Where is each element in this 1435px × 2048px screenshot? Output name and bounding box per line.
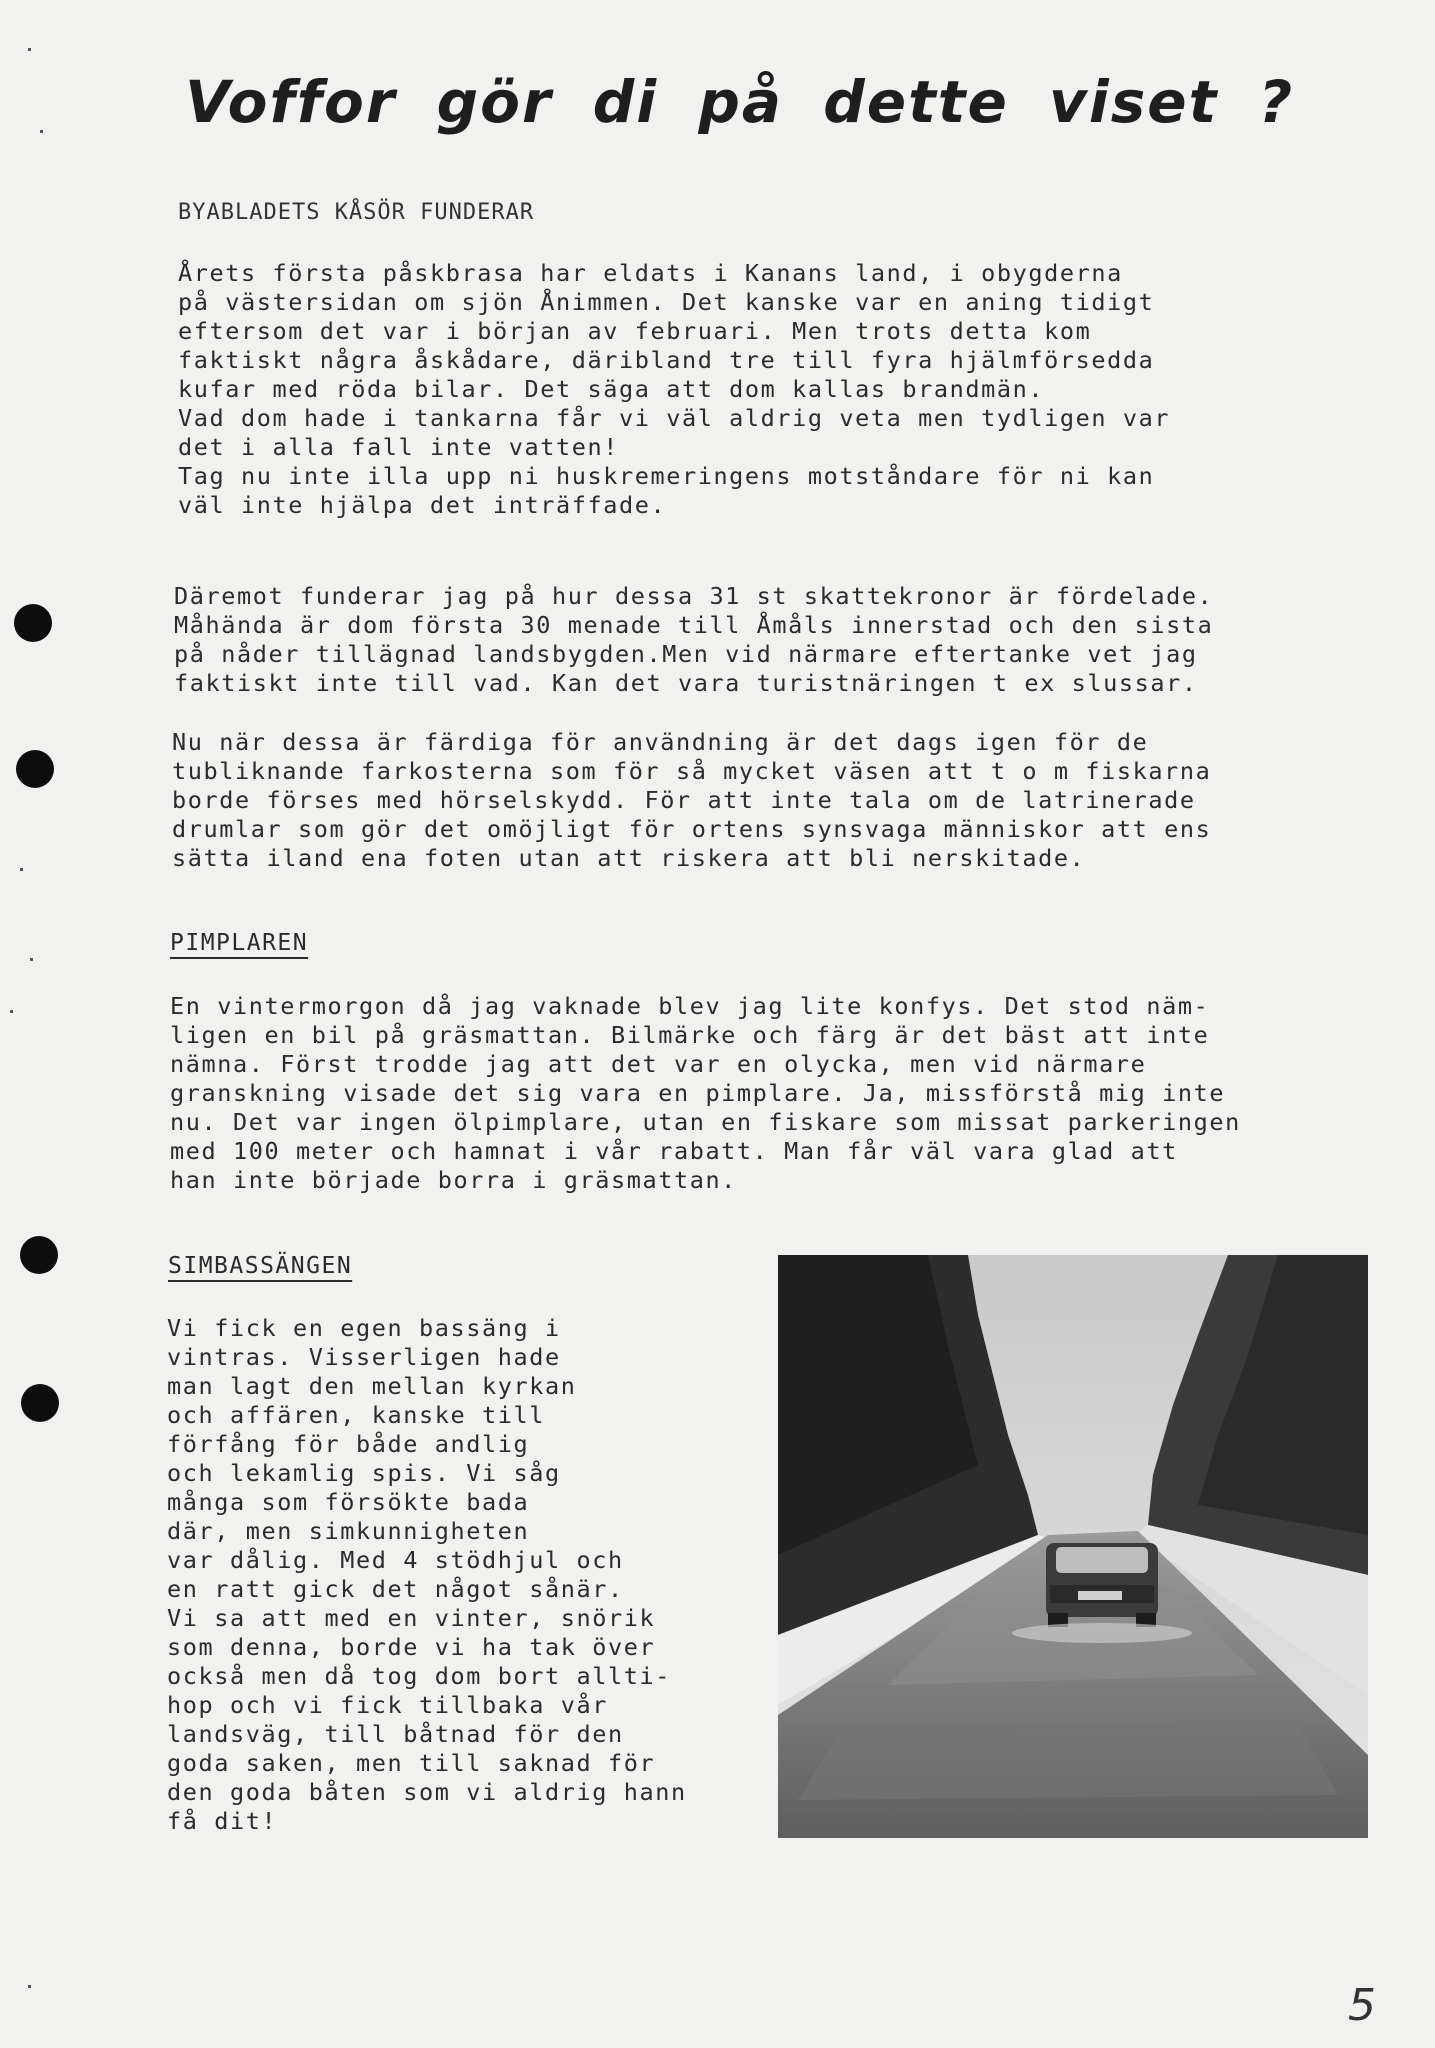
text-line: landsväg, till båtnad för den: [167, 1720, 624, 1748]
flooded-road-photo: [778, 1255, 1368, 1838]
text-line: Årets första påskbrasa har eldats i Kanans land, i obygderna: [178, 259, 1123, 287]
text-line: kufar med röda bilar. Det säga att dom kallas brandmän.: [178, 375, 1045, 403]
text-line: och affären, kanske till: [167, 1401, 545, 1429]
margin-speck: [28, 48, 31, 51]
simbassangen-paragraph: [167, 1314, 687, 1836]
text-line: vintras. Visserligen hade: [167, 1343, 561, 1371]
tax-paragraph: [174, 582, 1213, 698]
intro-paragraph: [178, 259, 1170, 520]
text-line: granskning visade det sig vara en pimplare. Ja, missförstå mig inte: [170, 1079, 1226, 1107]
text-line: borde förses med hörselskydd. För att inte tala om de latrinerade: [172, 786, 1196, 814]
text-line: väl inte hjälpa det inträffade.: [178, 491, 667, 519]
text-line: En vintermorgon då jag vaknade blev jag lite konfys. Det stod näm-: [170, 992, 1210, 1020]
text-line: sätta iland ena foten utan att riskera att bli nerskitade.: [172, 844, 1086, 872]
pimplaren-paragraph: [170, 992, 1241, 1195]
text-line: förfång för både andlig: [167, 1430, 530, 1458]
binder-hole: [16, 750, 54, 788]
text-line: faktiskt några åskådare, däribland tre till fyra hjälmförsedda: [178, 346, 1155, 374]
text-line: drumlar som gör det omöjligt för ortens synsvaga människor att ens: [172, 815, 1212, 843]
text-line: få dit!: [167, 1807, 278, 1835]
margin-speck: [30, 958, 33, 961]
text-line: nu. Det var ingen ölpimplare, utan en fiskare som missat parkeringen: [170, 1108, 1241, 1136]
text-line: och lekamlig spis. Vi såg: [167, 1459, 561, 1487]
text-line: han inte började borra i gräsmattan.: [170, 1166, 737, 1194]
text-line: också men då tog dom bort allti-: [167, 1662, 671, 1690]
binder-hole: [20, 1236, 58, 1274]
text-line: Vi fick en egen bassäng i: [167, 1314, 561, 1342]
text-line: Tag nu inte illa upp ni huskremeringens motståndare för ni kan: [178, 462, 1155, 490]
text-line: många som försökte bada: [167, 1488, 530, 1516]
text-line: på nåder tillägnad landsbygden.Men vid närmare eftertanke vet jag: [174, 640, 1198, 668]
text-line: som denna, borde vi ha tak över: [167, 1633, 656, 1661]
simbassangen-heading: SIMBASSÄNGEN: [168, 1253, 353, 1279]
binder-hole: [21, 1384, 59, 1422]
binder-hole: [14, 604, 52, 642]
margin-speck: [20, 868, 23, 871]
text-line: en ratt gick det något sånär.: [167, 1575, 624, 1603]
boats-paragraph: [172, 728, 1211, 873]
text-line: det i alla fall inte vatten!: [178, 433, 619, 461]
margin-speck: [28, 1985, 31, 1988]
text-line: Däremot funderar jag på hur dessa 31 st skattekronor är fördelade.: [174, 582, 1214, 610]
text-line: där, men simkunnigheten: [167, 1517, 530, 1545]
text-line: Vi sa att med en vinter, snörik: [167, 1604, 656, 1632]
margin-speck: [40, 130, 43, 133]
pimplaren-heading: PIMPLAREN: [170, 930, 309, 956]
section-kicker: BYABLADETS KÅSÖR FUNDERAR: [178, 200, 535, 225]
text-line: Måhända är dom första 30 menade till Åmåls innerstad och den sista: [174, 611, 1214, 639]
text-line: på västersidan om sjön Ånimmen. Det kanske var en aning tidigt: [178, 288, 1155, 316]
page-title: Voffor gör di på dette viset ?: [185, 68, 1295, 136]
text-line: den goda båten som vi aldrig hann: [167, 1778, 687, 1806]
text-line: Nu när dessa är färdiga för användning är det dags igen för de: [172, 728, 1149, 756]
text-line: med 100 meter och hamnat i vår rabatt. Man får väl vara glad att: [170, 1137, 1178, 1165]
text-line: hop och vi fick tillbaka vår: [167, 1691, 608, 1719]
text-line: faktiskt inte till vad. Kan det vara turistnäringen t ex slussar.: [174, 669, 1198, 697]
text-line: tubliknande farkosterna som för så mycket väsen att t o m fiskarna: [172, 757, 1212, 785]
text-line: man lagt den mellan kyrkan: [167, 1372, 577, 1400]
text-line: goda saken, men till saknad för: [167, 1749, 656, 1777]
text-line: eftersom det var i början av februari. Men trots detta kom: [178, 317, 1092, 345]
text-line: var dålig. Med 4 stödhjul och: [167, 1546, 624, 1574]
page-number: 5: [1348, 1980, 1376, 2031]
text-line: nämna. Först trodde jag att det var en olycka, men vid närmare: [170, 1050, 1147, 1078]
text-line: ligen en bil på gräsmattan. Bilmärke och färg är det bäst att inte: [170, 1021, 1210, 1049]
text-line: Vad dom hade i tankarna får vi väl aldrig veta men tydligen var: [178, 404, 1171, 432]
margin-speck: [10, 1010, 13, 1013]
